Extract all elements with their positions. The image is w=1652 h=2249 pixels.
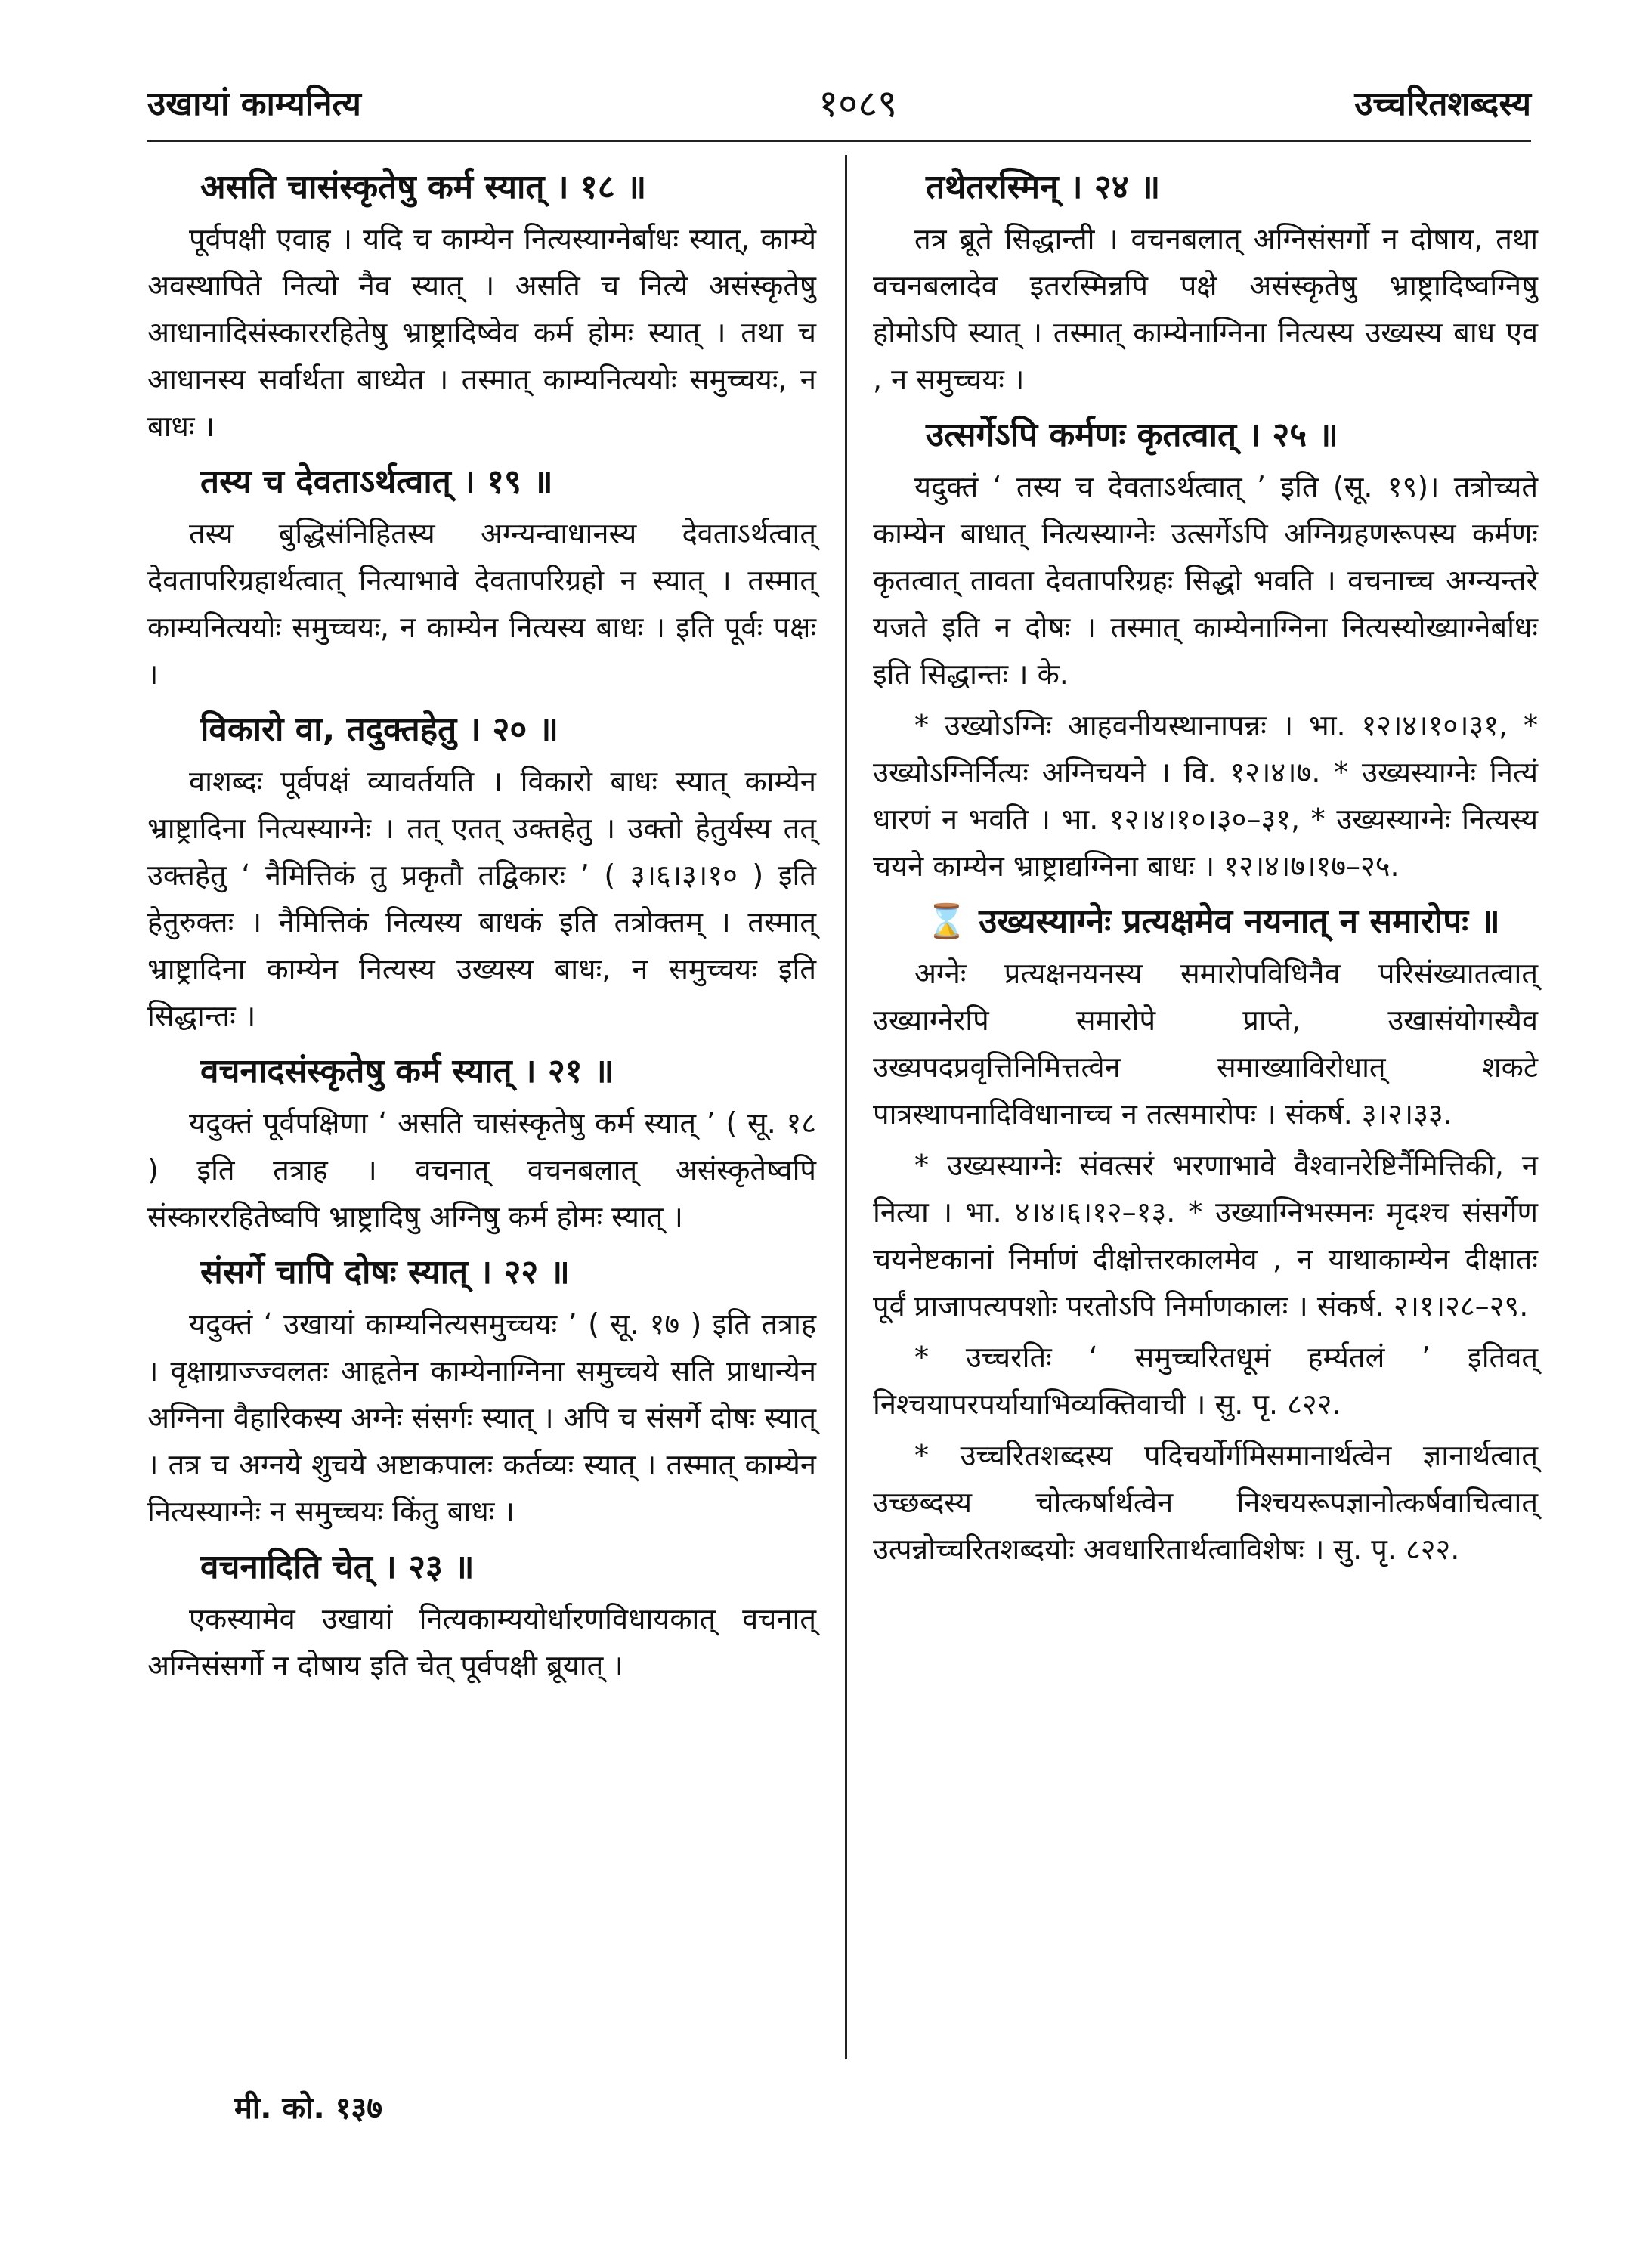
signature-mark: मी. को. १३७ — [234, 2091, 383, 2126]
commentary-18: पूर्वपक्षी एवाह । यदि च काम्येन नित्यस्याग्नेर्बाधः स्यात्, काम्ये अवस्थापिते नित्यो नैव स्यात् । असति च नित्ये असंस्कृतेषु आधानादिसंस्काररहितेषु भ्राष्ट्रादिष्वेव कर्म होमः स्यात् । तथा च आधानस्य सर्वार्थता बाध्येत । तस्मात् काम्यनित्ययोः समुच्चयः, न बाधः । — [147, 222, 816, 443]
sutra-22: संसर्गे चापि दोषः स्यात् । २२ ॥ — [200, 1253, 570, 1292]
sutra-20: विकारो वा, तदुक्तहेतु । २० ॥ — [200, 710, 558, 749]
right-column — [873, 155, 1538, 1577]
left-column — [147, 155, 816, 1694]
reference-note-uccharita: * उच्चरितशब्दस्य पदिचर्योर्गमिसमानार्थत्वेन ज्ञानार्थत्वात् उच्छब्दस्य चोत्कर्षार्थत्वेन निश्चयरूपज्ञानोत्कर्षवाचित्वात् उत्पन्नोच्चरितशब्दयोः अवधारितार्थत्वाविशेषः । सु. पृ. ८२२. — [873, 1439, 1538, 1566]
sutra-24: तथेतरस्मिन् । २४ ॥ — [926, 168, 1161, 206]
sutra-25: उत्सर्गेऽपि कर्मणः कृतत्वात् । २५ ॥ — [926, 416, 1338, 454]
commentary-23: एकस्यामेव उखायां नित्यकाम्ययोर्धारणविधायकात् वचनात् अग्निसंसर्गो न दोषाय इति चेत् पूर्वपक्षी ब्रूयात् । — [147, 1602, 816, 1682]
commentary-25: यदुक्तं ‘ तस्य च देवताऽर्थत्वात् ’ इति (सू. १९)। तत्रोच्यते काम्येन बाधात् नित्यस्याग्नेः उत्सर्गेऽपि अग्निग्रहणरूपस्य कर्मणः कृतत्वात् तावता देवतापरिग्रहः सिद्धो भवति । वचनाच्च अग्न्यन्तरे यजते इति न दोषः । तस्मात् काम्येनाग्निना नित्यस्योख्याग्नेर्बाधः इति सिद्धान्तः । के. — [873, 470, 1538, 691]
heading-samaropa: ⌛ उख्यस्याग्नेः प्रत्यक्षमेव नयनात् न समारोपः ॥ — [926, 902, 1500, 941]
commentary-22: यदुक्तं ‘ उखायां काम्यनित्यसमुच्चयः ’ ( सू. १७ ) इति तत्राह । वृक्षाग्राज्ज्वलतः आहृतेन काम्येनाग्निना समुच्चये सति प्राधान्येन अग्निना वैहारिकस्य अग्नेः संसर्गः स्यात् । अपि च संसर्गे दोषः स्यात् । तत्र च अग्नये शुचये अष्टाकपालः कर्तव्यः स्यात् । तस्मात् काम्येन नित्यस्याग्नेः न समुच्चयः किंतु बाधः । — [147, 1307, 816, 1528]
sutra-19: तस्य च देवताऽर्थत्वात् । १९ ॥ — [200, 462, 553, 501]
commentary-21: यदुक्तं पूर्वपक्षिणा ‘ असति चासंस्कृतेषु कर्म स्यात् ’ ( सू. १८ ) इति तत्राह । वचनात् वचनबलात् असंस्कृतेष्वपि संस्काररहितेष्वपि भ्राष्ट्रादिषु अग्निषु कर्म होमः स्यात् । — [147, 1106, 816, 1233]
reference-notes-vaishvanara: * उख्यस्याग्नेः संवत्सरं भरणाभावे वैश्वानरेष्टिर्नैमित्तिकी, न नित्या । भा. ४।४।६।१२–१३. * उख्याग्निभस्मनः मृदश्च संसर्गेण चयनेष्टकानां निर्माणं दीक्षोत्तरकालमेव , न याथाकाम्येन दीक्षातः पूर्वं प्राजापत्यपशोः परतोऽपि निर्माणकालः । संकर्ष. २।१।२८–२९. — [873, 1149, 1538, 1322]
page-number: १०८९ — [818, 82, 898, 125]
sutra-23: वचनादिति चेत् । २३ ॥ — [200, 1548, 475, 1586]
commentary-24: तत्र ब्रूते सिद्धान्ती । वचनबलात् अग्निसंसर्गो न दोषाय, तथा वचनबलादेव इतरस्मिन्नपि पक्षे असंस्कृतेषु भ्राष्ट्रादिष्वग्निषु होमोऽपि स्यात् । तस्मात् काम्येनाग्निना नित्यस्य उख्यस्य बाध एव , न समुच्चयः । — [873, 222, 1538, 396]
header-right: उच्चरितशब्दस्य — [1354, 85, 1531, 123]
reference-notes-ukhya: * उख्योऽग्निः आहवनीयस्थानापन्नः । भा. १२।४।१०।३१, * उख्योऽग्निर्नित्यः अग्निचयने । वि. १२।४।७. * उख्यस्याग्नेः नित्यं धारणं न भवति । भा. १२।४।१०।३०–३१, * उख्यस्याग्नेः नित्यस्य चयने काम्येन भ्राष्ट्राद्यग्निना बाधः । १२।४।७।१७–२५. — [873, 709, 1538, 883]
commentary-20: वाशब्दः पूर्वपक्षं व्यावर्तयति । विकारो बाधः स्यात् काम्येन भ्राष्ट्रादिना नित्यस्याग्नेः । तत् एतत् उक्तहेतु । उक्तो हेतुर्यस्य तत् उक्तहेतु ‘ नैमित्तिकं तु प्रकृतौ तद्विकारः ’ ( ३।६।३।१० ) इति हेतुरुक्तः । नैमित्तिकं नित्यस्य बाधकं इति तत्रोक्तम् । तस्मात् भ्राष्ट्रादिना काम्येन नित्यस्य उख्यस्य बाधः, न समुच्चयः इति सिद्धान्तः । — [147, 765, 816, 1032]
reference-note-uccharati: * उच्चरतिः ‘ समुच्चरितधूमं हर्म्यतलं ’ इतिवत् निश्चयापरपर्यायाभिव्यक्तिवाची । सु. पृ. ८२२. — [873, 1341, 1538, 1421]
header-rule — [147, 140, 1531, 142]
sutra-21: वचनादसंस्कृतेषु कर्म स्यात् । २१ ॥ — [200, 1052, 614, 1090]
header-left: उखायां काम्यनित्य — [147, 85, 361, 123]
commentary-samaropa: अग्नेः प्रत्यक्षनयनस्य समारोपविधिनैव परिसंख्यातत्वात् उख्याग्नेरपि समारोपे प्राप्ते, उखासंयोगस्यैव उख्यपदप्रवृत्तिनिमित्तत्वेन समाख्याविरोधात् शकटे पात्रस्थापनादिविधानाच्च न तत्समारोपः । संकर्ष. ३।२।३३. — [873, 957, 1538, 1131]
column-divider — [845, 155, 847, 2059]
commentary-19: तस्य बुद्धिसंनिहितस्य अग्न्यन्वाधानस्य देवताऽर्थत्वात् देवतापरिग्रहार्थत्वात् नित्याभावे देवतापरिग्रहो न स्यात् । तस्मात् काम्यनित्ययोः समुच्चयः, न काम्येन नित्यस्य बाधः । इति पूर्वः पक्षः । — [147, 517, 816, 691]
running-header — [147, 72, 1531, 132]
sutra-18: असति चासंस्कृतेषु कर्म स्यात् । १८ ॥ — [200, 168, 647, 206]
